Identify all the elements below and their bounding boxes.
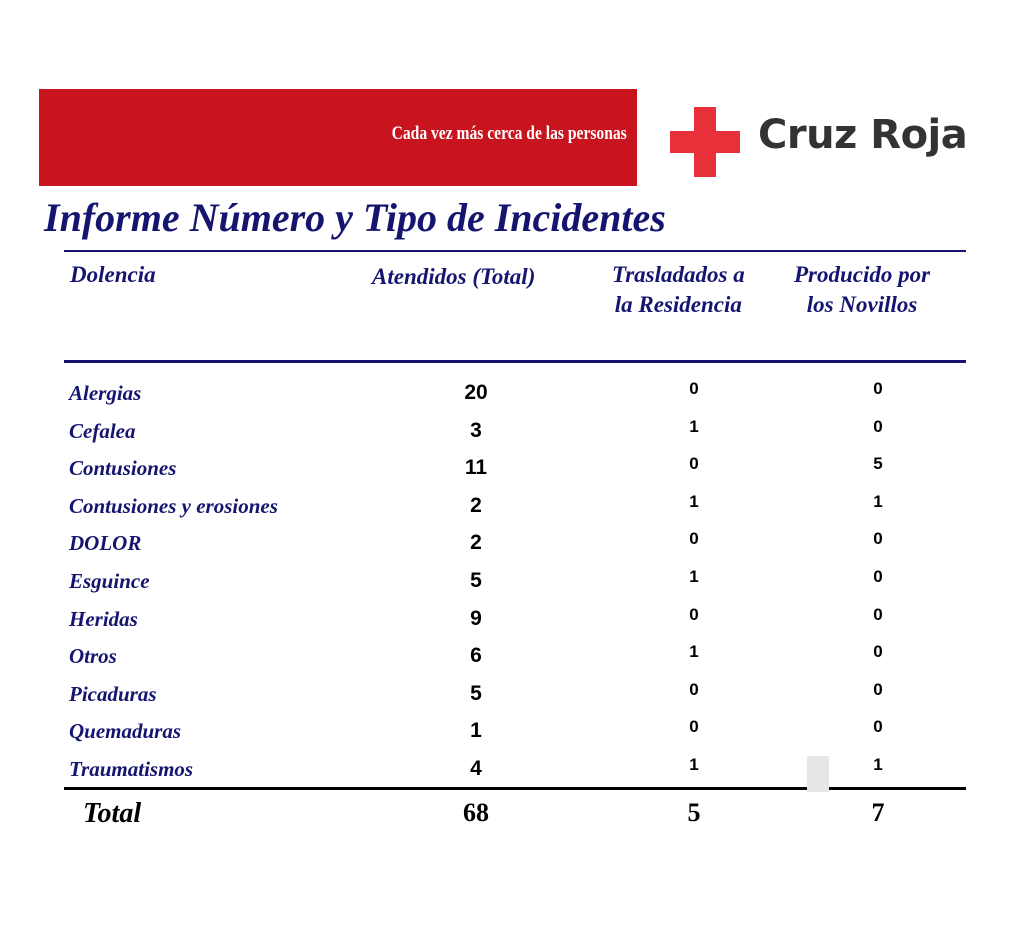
total-rule xyxy=(64,787,966,790)
novillos-cell: 0 xyxy=(873,567,883,586)
dolencia-cell: Contusiones xyxy=(69,456,177,481)
trasladados-cell: 0 xyxy=(689,529,699,549)
table-row xyxy=(0,490,1024,524)
trasladados-cell: 1 xyxy=(689,416,699,436)
novillos-cell: 1 xyxy=(873,491,883,511)
atendidos-cell: 5 xyxy=(470,569,482,592)
dolencia-cell: Alergias xyxy=(69,381,142,405)
dolencia-cell: DOLOR xyxy=(69,531,142,556)
table-row xyxy=(0,452,1024,486)
header-line: Trasladados a xyxy=(612,262,745,287)
dolencia-cell: Esguince xyxy=(69,569,150,593)
header-top-rule xyxy=(64,250,966,252)
table-row xyxy=(0,377,1024,411)
table-row xyxy=(0,753,1024,787)
header-banner xyxy=(39,89,637,186)
atendidos-cell: 9 xyxy=(470,606,482,630)
header-line: la Residencia xyxy=(614,292,742,317)
atendidos-cell: 2 xyxy=(470,531,482,555)
atendidos-cell: 6 xyxy=(470,644,482,668)
novillos-cell: 0 xyxy=(873,379,883,398)
page-title: Informe Número y Tipo de Incidentes xyxy=(44,195,666,240)
dolencia-cell: Contusiones y erosiones xyxy=(69,493,278,518)
table-row xyxy=(0,565,1024,599)
total-novillos: 7 xyxy=(871,798,885,827)
trasladados-cell: 0 xyxy=(689,379,699,398)
novillos-cell: 0 xyxy=(873,416,883,436)
table-row xyxy=(0,603,1024,637)
atendidos-cell: 2 xyxy=(470,493,482,517)
novillos-cell: 0 xyxy=(873,679,883,699)
atendidos-cell: 20 xyxy=(464,381,488,404)
slogan: Cada vez más cerca de las personas xyxy=(391,123,627,144)
trasladados-cell: 0 xyxy=(689,717,699,737)
dolencia-cell: Heridas xyxy=(69,606,138,631)
trasladados-cell: 0 xyxy=(689,454,699,474)
trasladados-cell: 0 xyxy=(689,679,699,699)
red-cross-icon xyxy=(670,107,740,177)
column-header-producido xyxy=(794,260,930,320)
column-header-trasladados xyxy=(612,260,745,320)
novillos-cell: 5 xyxy=(873,454,883,474)
novillos-cell: 1 xyxy=(873,755,883,774)
header-line: Producido por xyxy=(794,262,931,287)
dolencia-cell: Quemaduras xyxy=(69,719,182,744)
column-header-dolencia: Dolencia xyxy=(70,262,156,287)
novillos-cell: 0 xyxy=(873,604,883,624)
total-atendidos: 68 xyxy=(463,798,489,827)
dolencia-cell: Otros xyxy=(69,644,117,669)
dolencia-cell: Traumatismos xyxy=(69,757,194,781)
atendidos-cell: 11 xyxy=(464,456,488,480)
trasladados-cell: 1 xyxy=(689,491,699,511)
table-row xyxy=(0,678,1024,712)
dolencia-cell: Cefalea xyxy=(69,418,136,443)
column-header-atendidos: Atendidos (Total) xyxy=(372,264,536,289)
table-row xyxy=(0,415,1024,449)
rule-gap xyxy=(807,756,829,792)
table-row xyxy=(0,527,1024,561)
trasladados-cell: 1 xyxy=(689,755,699,774)
logo-text: Cruz Roja xyxy=(758,112,968,158)
novillos-cell: 0 xyxy=(873,717,883,737)
table-row xyxy=(0,715,1024,749)
atendidos-cell: 5 xyxy=(470,681,482,705)
dolencia-cell: Picaduras xyxy=(69,681,157,706)
trasladados-cell: 0 xyxy=(689,604,699,624)
total-label: Total xyxy=(83,798,142,829)
table-row xyxy=(0,640,1024,674)
header-line: los Novillos xyxy=(806,292,918,317)
atendidos-cell: 3 xyxy=(470,418,482,442)
trasladados-cell: 1 xyxy=(689,642,699,662)
atendidos-cell: 1 xyxy=(470,719,482,743)
novillos-cell: 0 xyxy=(873,642,883,662)
header-bottom-rule xyxy=(64,360,966,363)
novillos-cell: 0 xyxy=(873,529,883,549)
trasladados-cell: 1 xyxy=(689,567,699,586)
total-trasladados: 5 xyxy=(687,798,701,827)
atendidos-cell: 4 xyxy=(470,757,482,780)
